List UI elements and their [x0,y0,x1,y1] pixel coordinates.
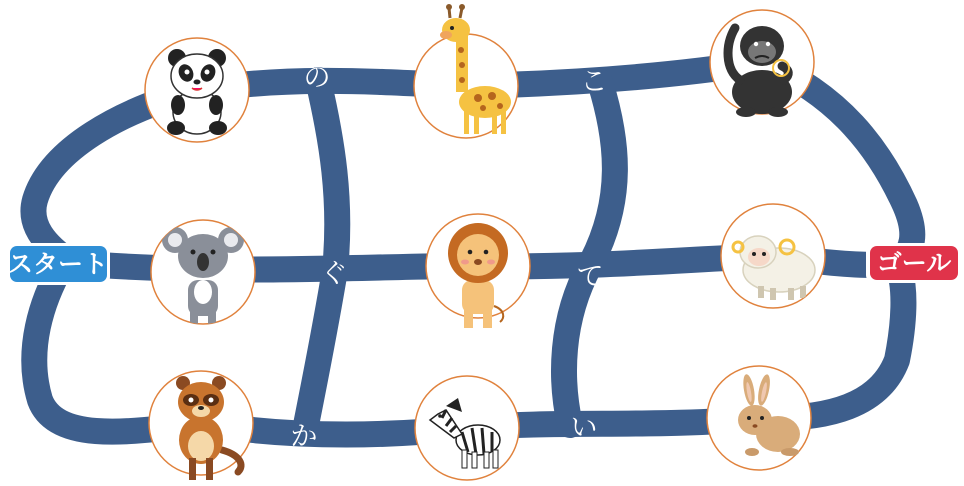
node-koala[interactable] [151,220,255,328]
node-gorilla[interactable] [710,10,814,117]
kana-ko: こ [580,66,608,98]
goal-badge[interactable] [866,243,962,283]
kana-ka: か [290,421,318,453]
node-giraffe[interactable] [414,4,518,138]
start-badge[interactable] [6,243,110,285]
start-label: スタート [7,249,109,279]
node-panda[interactable] [145,38,249,142]
kana-i: い [570,412,598,444]
node-sheep[interactable] [721,204,825,308]
node-rabbit[interactable] [707,366,811,470]
kana-gu: ぐ [320,258,348,290]
path-vertical-1 [305,80,337,430]
node-tanuki[interactable] [149,371,253,480]
kana-te: て [576,261,604,293]
kana-no: の [303,62,331,94]
node-zebra[interactable] [415,376,519,480]
node-lion[interactable] [426,214,530,328]
goal-label: ゴール [876,248,952,278]
